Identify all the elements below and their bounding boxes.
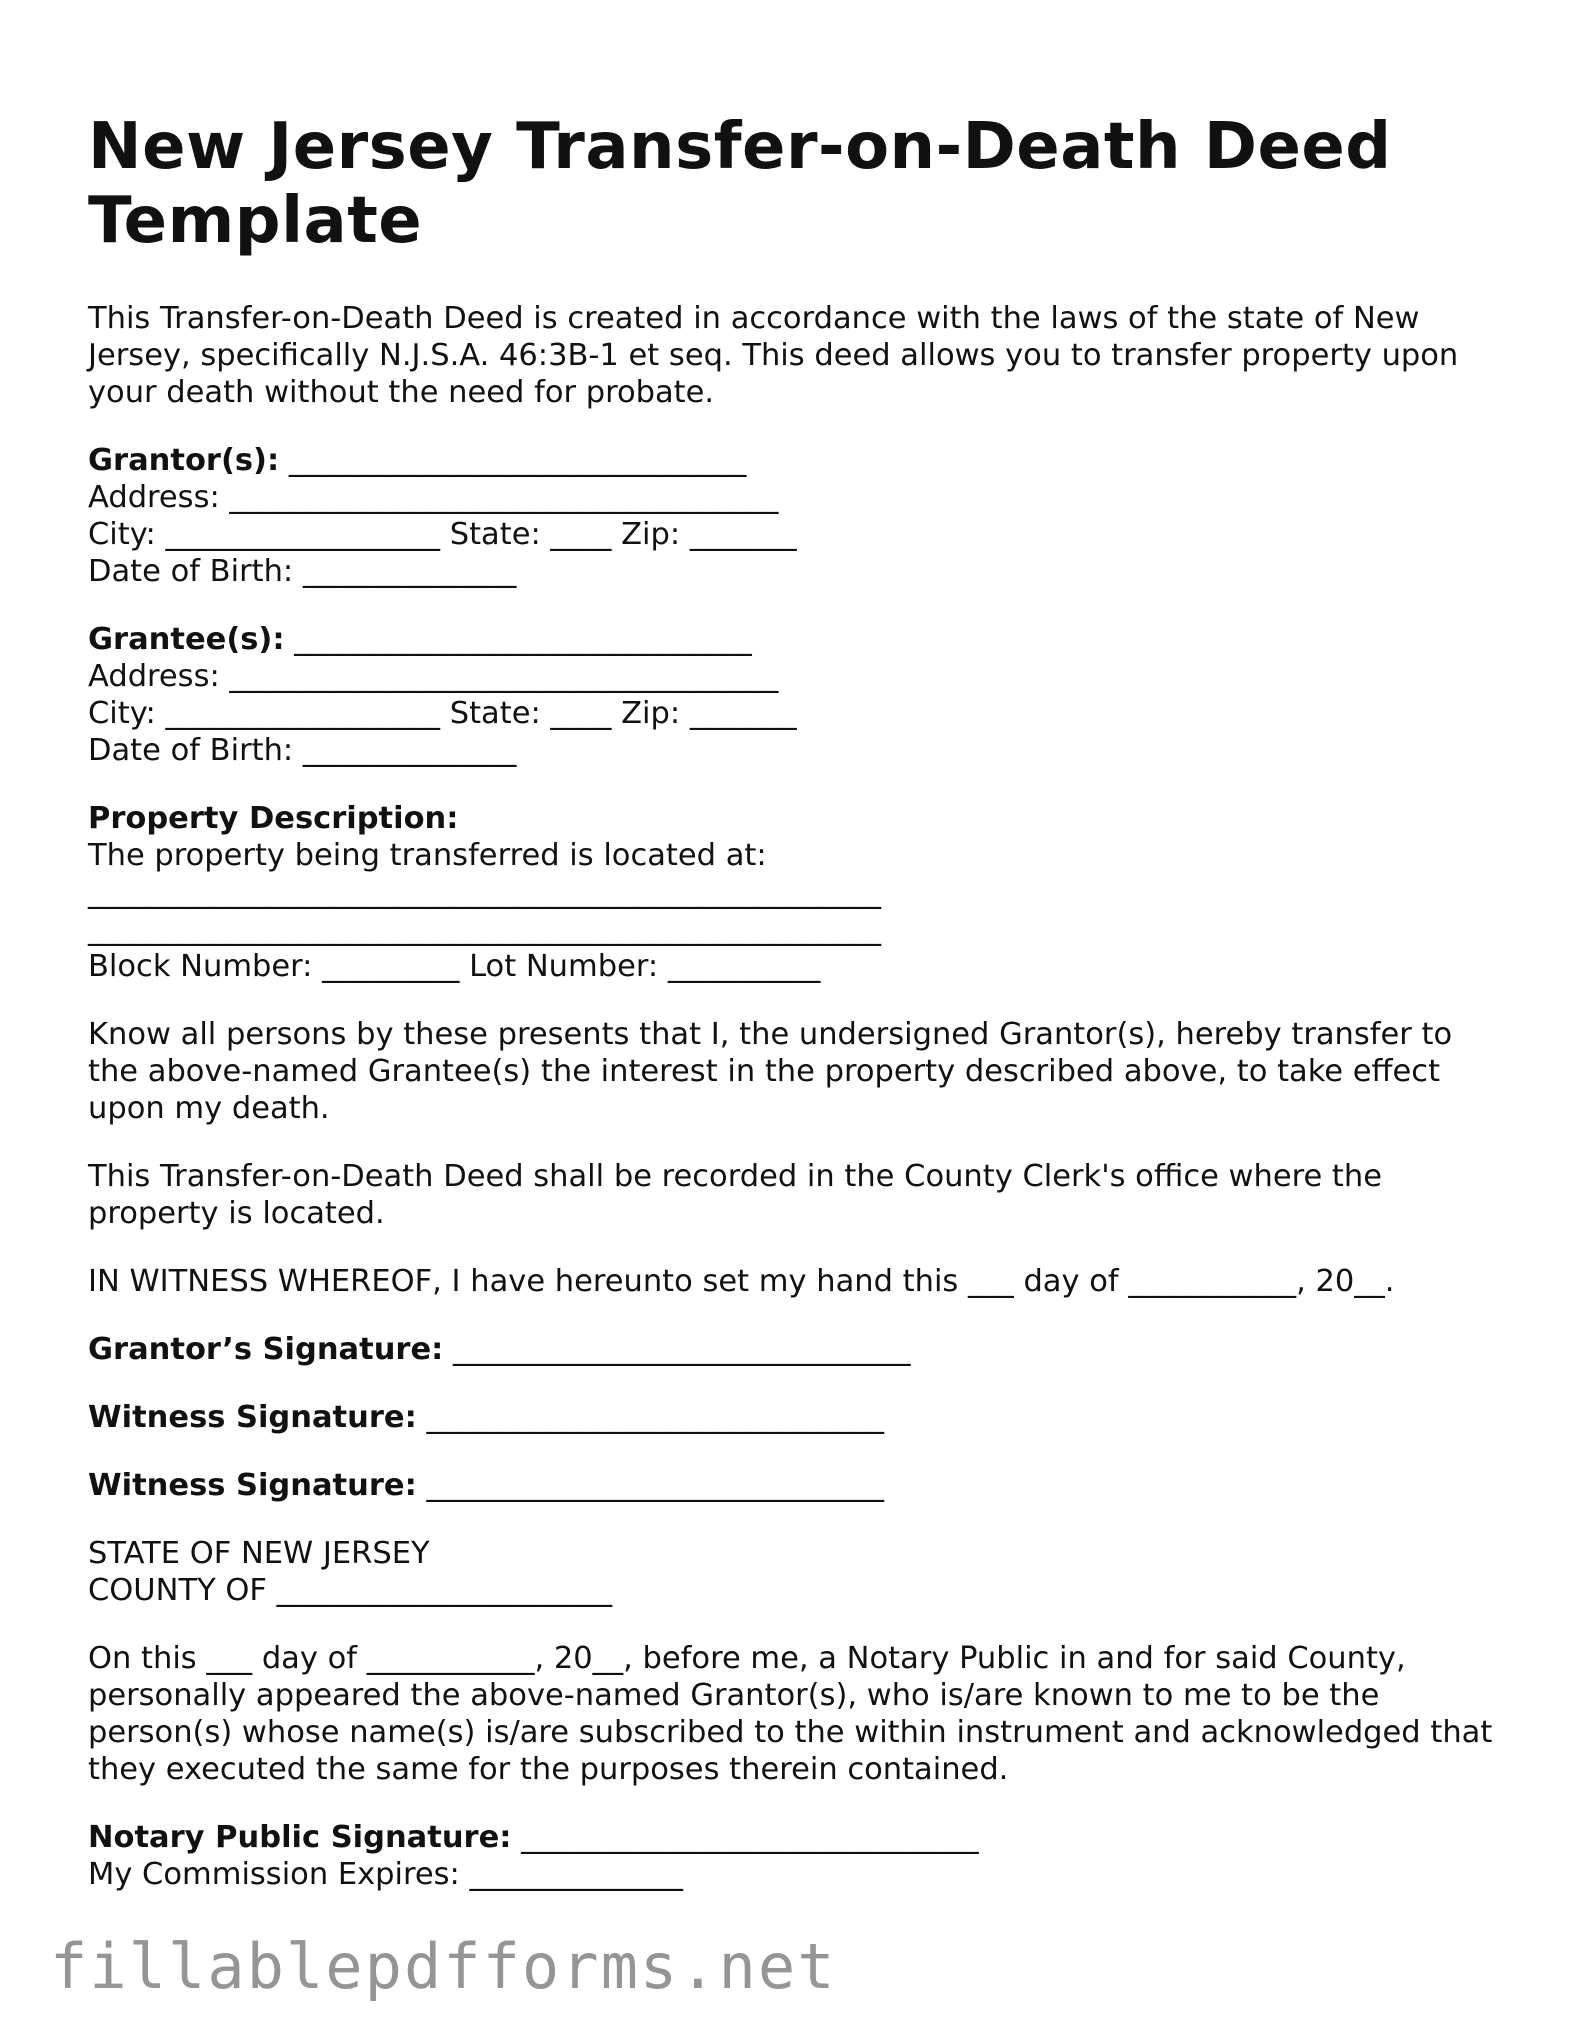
site-watermark: fillablepdfforms.net	[50, 1930, 837, 2003]
notary-statement: On this ___ day of ___________, 20__, before me, a Notary Public in and for said County, personally appeared the above-named Grantor(s), who is/are known to me to be the person(s) whose name(s) is/are subscribed to the within instrument and acknowledged that they executed the same for the purposes therein contained.	[88, 1641, 1493, 1787]
witness-signature-line-1	[88, 1399, 1508, 1436]
grantor-signature-line	[88, 1331, 1508, 1368]
witness-signature-blank-1[interactable]: ______________________________	[416, 1400, 884, 1435]
witness-signature-label-1: Witness Signature:	[88, 1400, 417, 1435]
commission-expires-line[interactable]: My Commission Expires: ______________	[88, 1857, 684, 1892]
grantee-name-blank[interactable]: ______________________________	[284, 622, 752, 657]
venue-state: STATE OF NEW JERSEY	[88, 1536, 430, 1571]
grantor-label: Grantor(s):	[88, 443, 280, 478]
grantee-section	[88, 621, 1508, 769]
grantor-name-line	[88, 442, 1508, 479]
venue-county-line[interactable]: COUNTY OF ______________________	[88, 1573, 613, 1608]
grantor-dob-line[interactable]: Date of Birth: ______________	[88, 554, 517, 589]
witness-signature-label-2: Witness Signature:	[88, 1468, 417, 1503]
grantee-dob-line[interactable]: Date of Birth: ______________	[88, 733, 517, 768]
recording-statement: This Transfer-on-Death Deed shall be recorded in the County Clerk's office where the property is located.	[88, 1159, 1382, 1231]
grantor-city-state-zip-line[interactable]: City: __________________ State: ____ Zip: _______	[88, 517, 797, 552]
notary-signature-blank[interactable]: ______________________________	[511, 1820, 979, 1855]
property-section	[88, 800, 1508, 985]
grantee-name-line	[88, 621, 1508, 658]
property-blank-line-2[interactable]: ____________________________________________________	[88, 912, 881, 947]
deed-document	[88, 110, 1508, 1893]
grantee-address-line[interactable]: Address: ____________________________________	[88, 659, 779, 694]
witness-signature-blank-2[interactable]: ______________________________	[416, 1468, 884, 1503]
notary-section	[88, 1819, 1508, 1893]
block-lot-line[interactable]: Block Number: _________ Lot Number: __________	[88, 949, 821, 984]
grantor-name-blank[interactable]: ______________________________	[279, 443, 747, 478]
page-title: New Jersey Transfer-on-Death Deed Template	[88, 110, 1392, 258]
grantee-city-state-zip-line[interactable]: City: __________________ State: ____ Zip: _______	[88, 696, 797, 731]
grantor-signature-blank[interactable]: ______________________________	[443, 1332, 911, 1367]
witness-whereof-line[interactable]: IN WITNESS WHEREOF, I have hereunto set my hand this ___ day of ___________, 20__.	[88, 1264, 1395, 1299]
grantor-signature-label: Grantor’s Signature:	[88, 1332, 444, 1367]
grantee-label: Grantee(s):	[88, 622, 285, 657]
transfer-statement: Know all persons by these presents that I, the undersigned Grantor(s), hereby transfer to the above-named Grantee(s) the interest in the property described above, to take effect upon my death.	[88, 1017, 1453, 1126]
intro-paragraph: This Transfer-on-Death Deed is created in accordance with the laws of the state of New Jersey, specifically N.J.S.A. 46:3B-1 et seq. This deed allows you to transfer property upon your death without the need for probate.	[88, 301, 1459, 410]
notary-signature-label: Notary Public Signature:	[88, 1820, 512, 1855]
property-label: Property Description:	[88, 801, 459, 836]
property-location-text: The property being transferred is located at:	[88, 838, 767, 873]
grantor-address-line[interactable]: Address: ____________________________________	[88, 480, 779, 515]
venue-section	[88, 1535, 1508, 1609]
property-blank-line-1[interactable]: ____________________________________________________	[88, 875, 881, 910]
notary-signature-line	[88, 1819, 1508, 1856]
grantor-section	[88, 442, 1508, 590]
witness-signature-line-2	[88, 1467, 1508, 1504]
